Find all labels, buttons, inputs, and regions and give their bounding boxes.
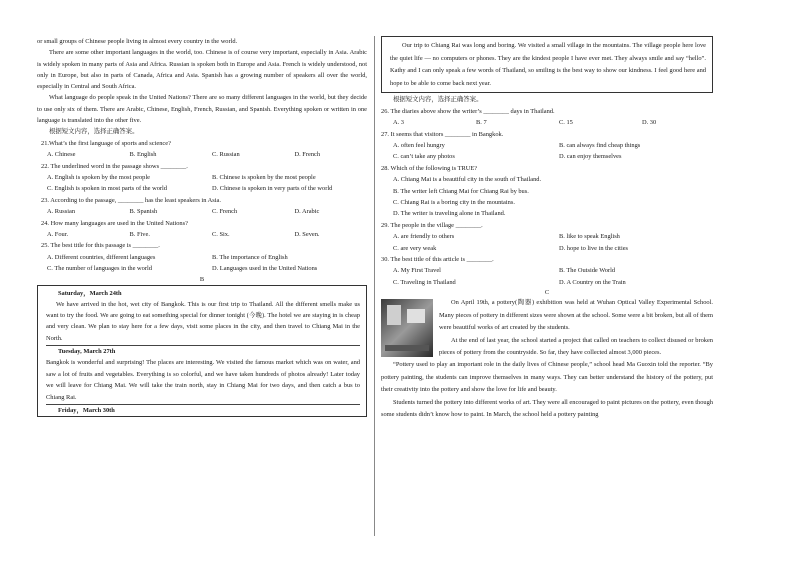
options-row	[381, 277, 713, 288]
passage-c-para2: At the end of last year, the school started a project that called on teachers to collect disused or broken pieces of pottery from the countryside. So far, they have collected almost 3,000 pieces.	[439, 336, 713, 356]
diary-entry-date: Friday，March 30th	[58, 406, 115, 414]
right-column	[381, 36, 713, 421]
options-row	[381, 265, 713, 276]
answer-option[interactable]: D. Chinese is spoken in very parts of the world	[212, 185, 333, 193]
answer-option[interactable]: A. My First Travel	[393, 267, 441, 275]
passage-a-para2: There are some other important languages in the world, too. Chinese is of course very important, especially in Asia. Arabic is widely spoken in many parts of Asia and Africa. Russian is spoken both in Europe and Asia. French is widely understood, not only in Europe, but also in parts of Canada, Africa and Asia. Spanish has a growing number of speakers all over the world, especially in Central and South Africa.	[37, 49, 367, 91]
diary-continued-box	[381, 36, 713, 93]
answer-option[interactable]: A. 3	[393, 119, 405, 127]
answer-option[interactable]: B. Spanish	[129, 208, 158, 216]
answer-option[interactable]: D. French	[294, 151, 321, 159]
answer-option[interactable]: D. Seven.	[294, 231, 320, 239]
answer-option[interactable]: A. English is spoken by the most people	[47, 174, 150, 181]
answer-option[interactable]: B. 7	[476, 119, 487, 127]
questions-21-25	[37, 138, 367, 275]
answer-option[interactable]: B. The importance of English	[212, 253, 288, 261]
diary-entry-body: We have arrived in the hot, wet city of Bangkok. This is our first trip to Thailand. All the different smells make us want to try the food. We are going to eat something special for dinner tonight (今晚). The hotel we are staying in is cheap and very clean. We plan to stay here for a few days, visit some places in the city, and then travel to Chiang Mai in the North.	[46, 300, 360, 342]
answer-option[interactable]: A. Different countries, different languages	[47, 253, 156, 261]
passage-a-para1: or small groups of Chinese people living in almost every country in the world.	[37, 38, 238, 45]
pottery-exhibition-photo	[381, 299, 433, 357]
passage-c-para3: “Pottery used to play an important role in the daily lives of Chinese people,” school head Ma Guoxin told the reporter. “By pottery painting, the students can improve themselves in many ways. They can better understand the history of the pottery, put their creativity into the pottery and show the love for life and beauty.	[381, 361, 713, 394]
diary-entry	[46, 288, 360, 347]
question-stem: 25. The best title for this passage is ________.	[41, 242, 160, 250]
answer-option[interactable]: B. Five.	[129, 231, 150, 239]
question-stem: 22. The underlined word in the passage shows ________.	[41, 162, 188, 170]
diary-entry-body: Bangkok is wonderful and surprising! The places are interesting. We visited the famous market which was on water, and saw a lot of fruits and vegetables. Everything is so colorful, and we have taken hundreds of photos already! Later today we will leave for Chiang Mai. We will take the train north, stay in Chiang Mai for two days, and then catch a bus to Chiang Rai.	[46, 359, 360, 401]
answer-option[interactable]: C. French	[212, 208, 238, 216]
answer-option[interactable]: D. 30	[642, 119, 657, 127]
answer-option[interactable]: D. A Country on the Train	[559, 278, 626, 286]
diary-entry	[46, 405, 360, 416]
section-c-label: C	[544, 289, 550, 297]
passage-c-para1: On April 19th, a pottery(陶器) exhibition was held at Wuhan Optical Valley Experimental School. Many pieces of pottery in different sizes were shown at the school. Some were a bit broken, but all of them were beautiful works of art created by the students.	[439, 299, 713, 332]
diary-entry-date: Saturday，March 24th	[58, 289, 122, 297]
answer-option[interactable]: A. are friendly to others	[393, 233, 455, 241]
answer-option[interactable]: C. 15	[559, 119, 573, 127]
answer-option[interactable]: C. can’t take any photos	[393, 153, 455, 161]
options-row	[37, 149, 367, 160]
passage-a-para3: What language do people speak in the United Nations? There are so many different languages in the world, but they decide to use only six of them. There are Arabic, Chinese, English, French, Russian, and Spanish. Everything spoken or written in one language is translated into the other five.	[37, 94, 367, 125]
options-row	[381, 151, 713, 162]
question-stem: 26. The diaries above show the writer’s ________ days in Thailand.	[381, 107, 555, 115]
answer-option[interactable]: C. The number of languages in the world	[47, 265, 152, 273]
left-column	[37, 36, 367, 417]
answer-option[interactable]: A. often feel hungry	[393, 142, 445, 149]
answer-option[interactable]: B. like to speak English	[559, 233, 620, 241]
answer-option[interactable]: C. Russian	[212, 151, 240, 159]
instruction-b: 根据短文内容，选择正确答案。	[393, 96, 483, 104]
answer-option[interactable]: B. English	[129, 151, 157, 159]
diary-entry	[46, 346, 360, 405]
answer-option[interactable]: C. are very weak	[393, 244, 437, 252]
answer-option[interactable]: D. can enjoy themselves	[559, 153, 622, 161]
answer-option[interactable]: B. Chinese is spoken by the most people	[212, 174, 316, 181]
diary-entry-date: Tuesday, March 27th	[58, 348, 116, 356]
passage-c-para4: Students turned the pottery into different works of art. They were all encouraged to paint pictures on the pottery, even though some students didn’t know how to paint. In March, the school held a pottery painting	[381, 398, 713, 418]
question-stem: 27. It seems that visitors ________ in Bangkok.	[381, 130, 504, 138]
answer-option[interactable]: A. Four.	[47, 231, 69, 239]
options-row	[37, 172, 367, 183]
options-row	[37, 183, 367, 194]
answer-option[interactable]: C. Chiang Rai is a boring city in the mountains.	[393, 199, 515, 207]
answer-option[interactable]: B. The writer left Chiang Mai for Chiang Rai by bus.	[393, 187, 529, 195]
options-row	[381, 231, 713, 242]
answer-option[interactable]: D. hope to live in the cities	[559, 244, 629, 252]
answer-option[interactable]: A. Russian	[47, 208, 76, 216]
options-row	[37, 229, 367, 240]
instruction-a: 根据短文内容，选择正确答案。	[49, 128, 139, 136]
options-row	[37, 206, 367, 217]
options-row	[381, 117, 713, 128]
diary-continued-text: Our trip to Chiang Rai was long and boring. We visited a small village in the mountains. The village people here love the quiet life — no computers or phones. They are the kindest people I have ever met. They always smile and say “hello”. Kathy and I can only speak a few words of Thailand, so smiling is the best way to show our kindness. I feel good here and hope to be able to come back next year.	[390, 42, 706, 87]
question-stem: 30. The best title of this article is ________.	[381, 256, 494, 264]
answer-option[interactable]: C. Traveling in Thailand	[393, 278, 456, 286]
answer-option[interactable]: A. Chinese	[47, 151, 76, 159]
section-b-label: B	[199, 275, 205, 283]
answer-option[interactable]: D. Languages used in the United Nations	[212, 265, 318, 273]
options-row	[37, 263, 367, 274]
question-stem: 24. How many languages are used in the United Nations?	[41, 219, 188, 227]
answer-option[interactable]: D. Arabic	[294, 208, 320, 216]
question-stem: 23. According to the passage, ________ has the least speakers in Asia.	[41, 196, 221, 204]
answer-option[interactable]: B. The Outside World	[559, 267, 616, 275]
diary-box	[37, 285, 367, 417]
question-stem: 29. The people in the village ________.	[381, 221, 483, 229]
options-row	[37, 252, 367, 263]
column-divider	[374, 36, 375, 536]
options-row	[381, 243, 713, 254]
question-stem: 28. Which of the following is TRUE?	[381, 164, 478, 172]
answer-option[interactable]: C. Six.	[212, 231, 230, 239]
answer-option[interactable]: A. Chiang Mai is a beautiful city in the south of Thailand.	[393, 176, 542, 184]
answer-option[interactable]: B. can always find cheap things	[559, 142, 641, 149]
question-stem: 21.What’s the first language of sports and science?	[41, 139, 171, 147]
questions-26-30	[381, 106, 713, 289]
options-row	[381, 140, 713, 151]
answer-option[interactable]: D. The writer is traveling alone in Thailand.	[393, 210, 506, 218]
passage-c	[381, 297, 713, 421]
answer-option[interactable]: C. English is spoken in most parts of the world	[47, 185, 167, 193]
